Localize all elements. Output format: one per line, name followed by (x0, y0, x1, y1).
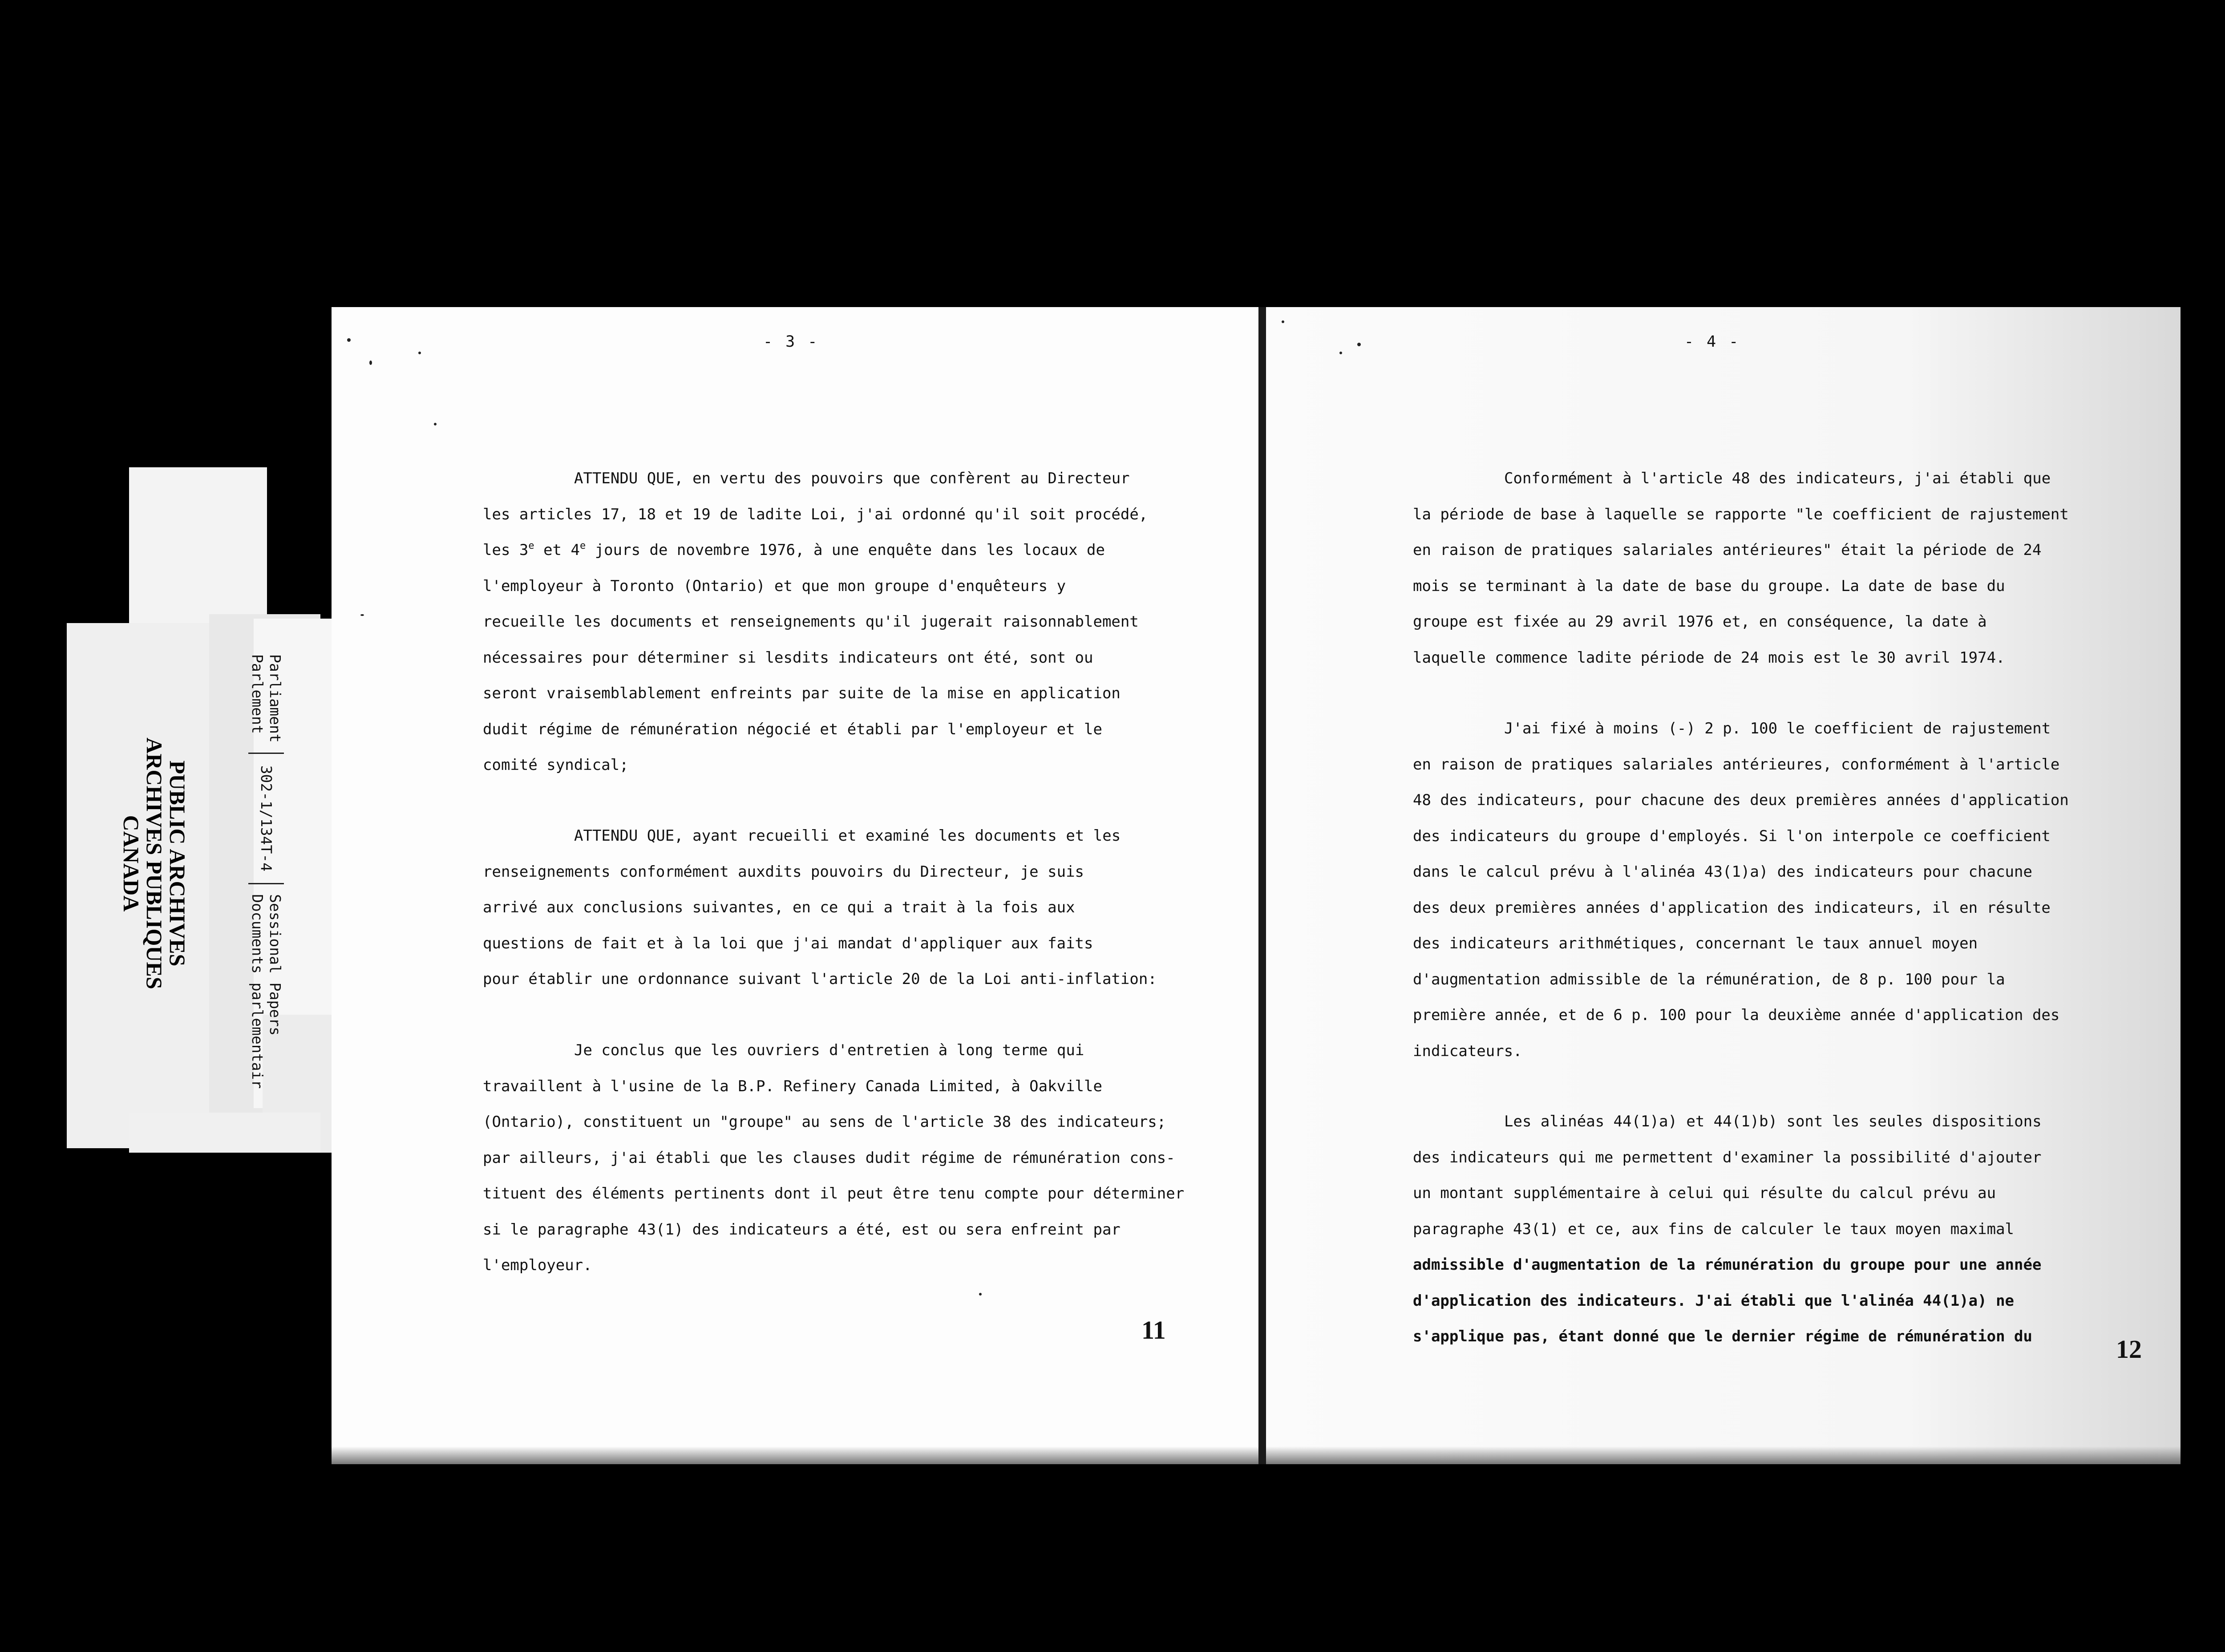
text-line: questions de fait et à la loi que j'ai mandat d'appliquer aux faits (483, 934, 1093, 952)
folio-number-left: 11 (1141, 1316, 1166, 1344)
archive-card-bottom (129, 1113, 320, 1153)
stamp-parliament (248, 654, 284, 753)
archive-stamp (248, 654, 284, 1098)
text-line: ATTENDU QUE, en vertu des pouvoirs que confèrent au Directeur (574, 470, 1130, 487)
text-line: première année, et de 6 p. 100 pour la deuxième année d'application des (1413, 1006, 2060, 1024)
text-line: si le paragraphe 43(1) des indicateurs a été, est ou sera enfreint par (483, 1220, 1121, 1239)
page-shadow (1266, 1446, 2180, 1464)
text-line: J'ai fixé à moins (-) 2 p. 100 le coefficient de rajustement (1504, 720, 2051, 737)
text-line: (Ontario), constituent un "groupe" au sens de l'article 38 des indicateurs; (483, 1113, 1166, 1131)
archive-label-line-1: PUBLIC ARCHIVES (165, 760, 190, 967)
stamp-parliament-fr: Parlement (249, 654, 266, 734)
text-line: des indicateurs du groupe d'employés. Si l'on interpole ce coefficient (1413, 827, 2051, 845)
scan-speck (979, 1293, 982, 1296)
page-shadow (332, 1446, 1262, 1464)
stamp-reference (248, 753, 284, 884)
text-line: Conformément à l'article 48 des indicateurs, j'ai établi que (1504, 470, 2051, 487)
stamp-papers-en: Sessional Papers (267, 894, 284, 1036)
text-line: indicateurs. (1413, 1042, 1522, 1060)
text-line: Les alinéas 44(1)a) et 44(1)b) sont les seules dispositions (1504, 1113, 2042, 1130)
scan-speck (434, 423, 437, 425)
text-line: s'applique pas, étant donné que le dernier régime de rémunération du (1413, 1328, 2032, 1345)
text-line: par ailleurs, j'ai établi que les clauses dudit régime de rémunération cons- (483, 1149, 1175, 1167)
page-number: - 3 - (763, 333, 819, 351)
document-page-left (332, 307, 1262, 1464)
text-line: les articles 17, 18 et 19 de ladite Loi, j'ai ordonné qu'il soit procédé, (483, 505, 1148, 523)
scan-speck (360, 614, 364, 616)
text-line-dates (483, 532, 1148, 568)
text-line: pour établir une ordonnance suivant l'article 20 de la Loi anti-inflation: (483, 970, 1157, 988)
text-line: des indicateurs arithmétiques, concernant le taux annuel moyen (1413, 935, 1978, 952)
text-line: l'employeur à Toronto (Ontario) et que mon groupe d'enquêteurs y (483, 577, 1066, 595)
paragraph-coefficient (1413, 711, 2069, 1069)
text-line: mois se terminant à la date de base du groupe. La date de base du (1413, 577, 2005, 595)
text-line: la période de base à laquelle se rapporte "le coefficient de rajustement (1413, 505, 2069, 523)
text-line: ATTENDU QUE, ayant recueilli et examiné les documents et les (574, 827, 1121, 845)
text-line: admissible d'augmentation de la rémunération du groupe pour une année (1413, 1256, 2042, 1274)
text-line: des indicateurs qui me permettent d'examiner la possibilité d'ajouter (1413, 1148, 2042, 1166)
page-number: - 4 - (1684, 333, 1740, 351)
text-line: dudit régime de rémunération négocié et établi par l'employeur et le (483, 720, 1102, 738)
archive-label (120, 694, 189, 1032)
scan-speck (369, 360, 372, 365)
paragraph-attendu-2 (483, 818, 1157, 997)
stamp-papers-fr: Documents parlementair (249, 894, 266, 1089)
text-line: nécessaires pour déterminer si lesdits indicateurs ont été, sont ou (483, 648, 1093, 667)
dates-text-c: jours de novembre 1976, à une enquête dans les locaux de (586, 541, 1105, 559)
folio-number-right: 12 (2116, 1335, 2142, 1364)
superscript: e (528, 540, 534, 551)
scan-speck (1339, 352, 1342, 354)
text-line: des deux premières années d'application des indicateurs, il en résulte (1413, 899, 2051, 917)
dates-text-a: les 3 (483, 541, 529, 559)
text-line: l'employeur. (483, 1256, 592, 1274)
scan-speck (1357, 343, 1361, 346)
paragraph-conclusion (483, 1032, 1184, 1284)
text-line: tituent des éléments pertinents dont il peut être tenu compte pour déterminer (483, 1185, 1185, 1203)
text-line: un montant supplémentaire à celui qui résulte du calcul prévu au (1413, 1184, 1996, 1202)
dates-text-b: et 4 (534, 541, 580, 559)
text-line: en raison de pratiques salariales antérieures" était la période de 24 (1413, 541, 2042, 559)
text-line: recueille les documents et renseignements qu'il jugerait raisonnablement (483, 613, 1139, 631)
text-line: travaillent à l'usine de la B.P. Refinery Canada Limited, à Oakville (483, 1077, 1102, 1095)
text-line: d'application des indicateurs. J'ai établi que l'alinéa 44(1)a) ne (1413, 1292, 2015, 1310)
document-page-right (1266, 307, 2180, 1464)
text-line: renseignements conformément auxdits pouvoirs du Directeur, je suis (483, 862, 1084, 881)
text-line: 48 des indicateurs, pour chacune des deux premières années d'application (1413, 791, 2069, 809)
text-line: d'augmentation admissible de la rémunération, de 8 p. 100 pour la (1413, 970, 2005, 988)
superscript: e (579, 540, 586, 551)
paragraph-periode-base (1413, 461, 2069, 676)
paragraph-attendu-1 (483, 461, 1148, 783)
text-line: arrivé aux conclusions suivantes, en ce qui a trait à la fois aux (483, 899, 1075, 916)
text-line: comité syndical; (483, 756, 629, 774)
scan-speck (418, 352, 421, 354)
text-line: laquelle commence ladite période de 24 mois est le 30 avril 1974. (1413, 648, 2005, 667)
stamp-papers (248, 894, 284, 1098)
text-line: dans le calcul prévu à l'alinéa 43(1)a) des indicateurs pour chacune (1413, 863, 2032, 881)
archive-label-line-3: CANADA (119, 815, 144, 912)
paragraph-alineas (1413, 1104, 2042, 1355)
text-line: Je conclus que les ouvriers d'entretien à long terme qui (574, 1041, 1084, 1059)
stamp-parliament-en: Parliament (267, 654, 284, 743)
text-line: seront vraisemblablement enfreints par suite de la mise en application (483, 684, 1121, 702)
scan-speck (347, 338, 351, 342)
archive-label-line-2: ARCHIVES PUBLIQUES (142, 737, 167, 989)
text-line: en raison de pratiques salariales antérieures, conformément à l'article (1413, 755, 2060, 773)
text-line: paragraphe 43(1) et ce, aux fins de calculer le taux moyen maximal (1413, 1220, 2015, 1238)
text-line: groupe est fixée au 29 avril 1976 et, en conséquence, la date à (1413, 613, 1987, 631)
scan-speck (1282, 320, 1284, 323)
stamp-reference-number: 302-1/134T-4 (258, 765, 275, 872)
